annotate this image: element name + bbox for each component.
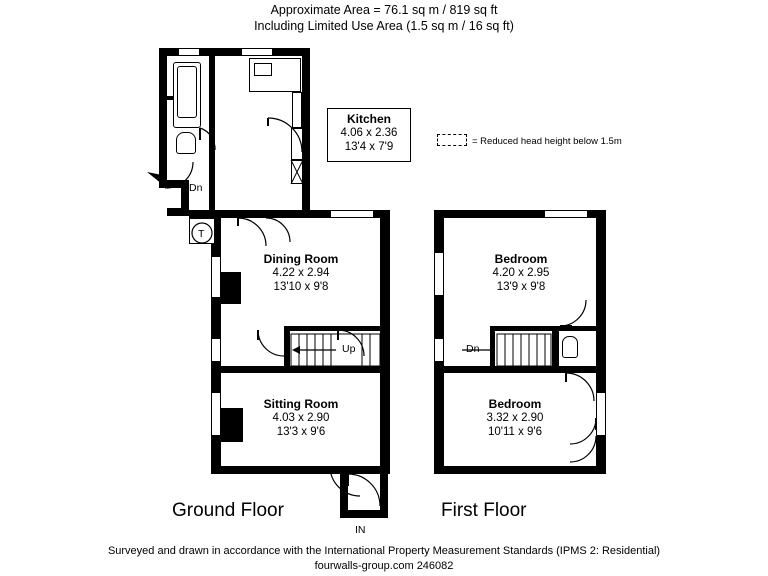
ground-floor-title: Ground Floor (172, 500, 284, 521)
window-ff-top-bedroom (544, 210, 588, 218)
room-label-kitchen (327, 108, 411, 162)
window-gf-top-dining (330, 210, 374, 218)
reduced-head-height-label: = Reduced head height below 1.5m (472, 136, 622, 147)
wall-gf-main-bottom (211, 466, 390, 474)
first-floor-title: First Floor (441, 500, 527, 521)
wall-gf-upper-right (302, 48, 310, 216)
wall-gf-stair-top (284, 326, 380, 331)
wall-ff-bed-divider (444, 366, 596, 373)
reduced-head-height-swatch (437, 134, 467, 146)
wc-fixture (176, 132, 196, 154)
window-gf-left-dining (211, 256, 221, 298)
room-metric-dining-room: 4.22 x 2.94 (272, 267, 330, 279)
wall-ff-bottom (434, 466, 606, 474)
window-ff-left-bedroom1 (434, 252, 444, 296)
area-summary-line2: Including Limited Use Area (1.5 sq m / 16 sq ft) (254, 19, 514, 33)
room-imperial-dining-room: 13'10 x 9'8 (273, 281, 329, 293)
marker-dn-first: Dn (466, 343, 480, 355)
room-name-bedroom-1: Bedroom (494, 252, 548, 266)
wall-gf-dining-sitting (221, 366, 381, 373)
room-name-sitting-room: Sitting Room (263, 397, 339, 411)
room-label-bedroom-1 (450, 252, 592, 294)
room-imperial-sitting-room: 13'3 x 9'6 (276, 426, 326, 438)
window-ff-right-bedroom2 (596, 392, 606, 436)
wall-ff-bath-partition (552, 331, 557, 367)
footer-line2: fourwalls-group.com 246082 (314, 560, 454, 572)
wall-gf-upper-left (159, 48, 167, 188)
bathtub-inner (177, 66, 197, 118)
area-summary (0, 2, 768, 34)
room-name-kitchen: Kitchen (346, 112, 391, 126)
window-gf-left-stair (211, 338, 221, 362)
wall-gf-jog-bottom (167, 208, 189, 216)
wall-ff-landing-left (490, 326, 495, 367)
wall-gf-bath-kitchen (209, 56, 215, 216)
window-gf-left-sitting (211, 392, 221, 436)
room-name-bedroom-2: Bedroom (488, 397, 542, 411)
footer-line1: Surveyed and drawn in accordance with the International Property Measurement Standards (IPMS 2: Residential) (107, 545, 661, 557)
room-label-sitting-room (230, 397, 372, 439)
room-metric-bedroom-1: 4.20 x 2.95 (492, 267, 550, 279)
kitchen-sink (254, 63, 272, 76)
window-kitchen-top (241, 48, 273, 56)
marker-up-ground: Up (342, 343, 356, 355)
wall-ff-landing-top (490, 326, 596, 331)
wall-gf-stair-partition (284, 330, 290, 367)
window-ff-left-landing (434, 338, 444, 362)
room-label-dining-room (230, 252, 372, 294)
room-imperial-bedroom-1: 13'9 x 9'8 (496, 281, 546, 293)
marker-dn-ground: Dn (189, 182, 203, 194)
wall-gf-porch-left (340, 474, 348, 518)
room-metric-bedroom-2: 3.32 x 2.90 (486, 412, 544, 424)
area-summary-line1: Approximate Area = 76.1 sq m / 819 sq ft (270, 3, 498, 17)
wc-fixture-first-floor (562, 336, 578, 358)
room-label-bedroom-2 (444, 397, 586, 439)
kitchen-hob (291, 128, 303, 160)
room-metric-sitting-room: 4.03 x 2.90 (272, 412, 330, 424)
footer-note (0, 544, 768, 574)
wall-gf-main-right (380, 210, 390, 474)
room-name-dining-room: Dining Room (263, 252, 339, 266)
kitchen-counter-right (292, 92, 302, 128)
room-imperial-kitchen: 13'4 x 7'9 (344, 141, 394, 153)
window-bathroom-top (178, 48, 200, 56)
marker-in-entrance: IN (355, 524, 366, 536)
room-imperial-bedroom-2: 10'11 x 9'6 (487, 426, 543, 438)
marker-tank-label: T (198, 228, 205, 240)
kitchen-unit-lower (291, 160, 303, 184)
room-metric-kitchen: 4.06 x 2.36 (340, 127, 398, 139)
